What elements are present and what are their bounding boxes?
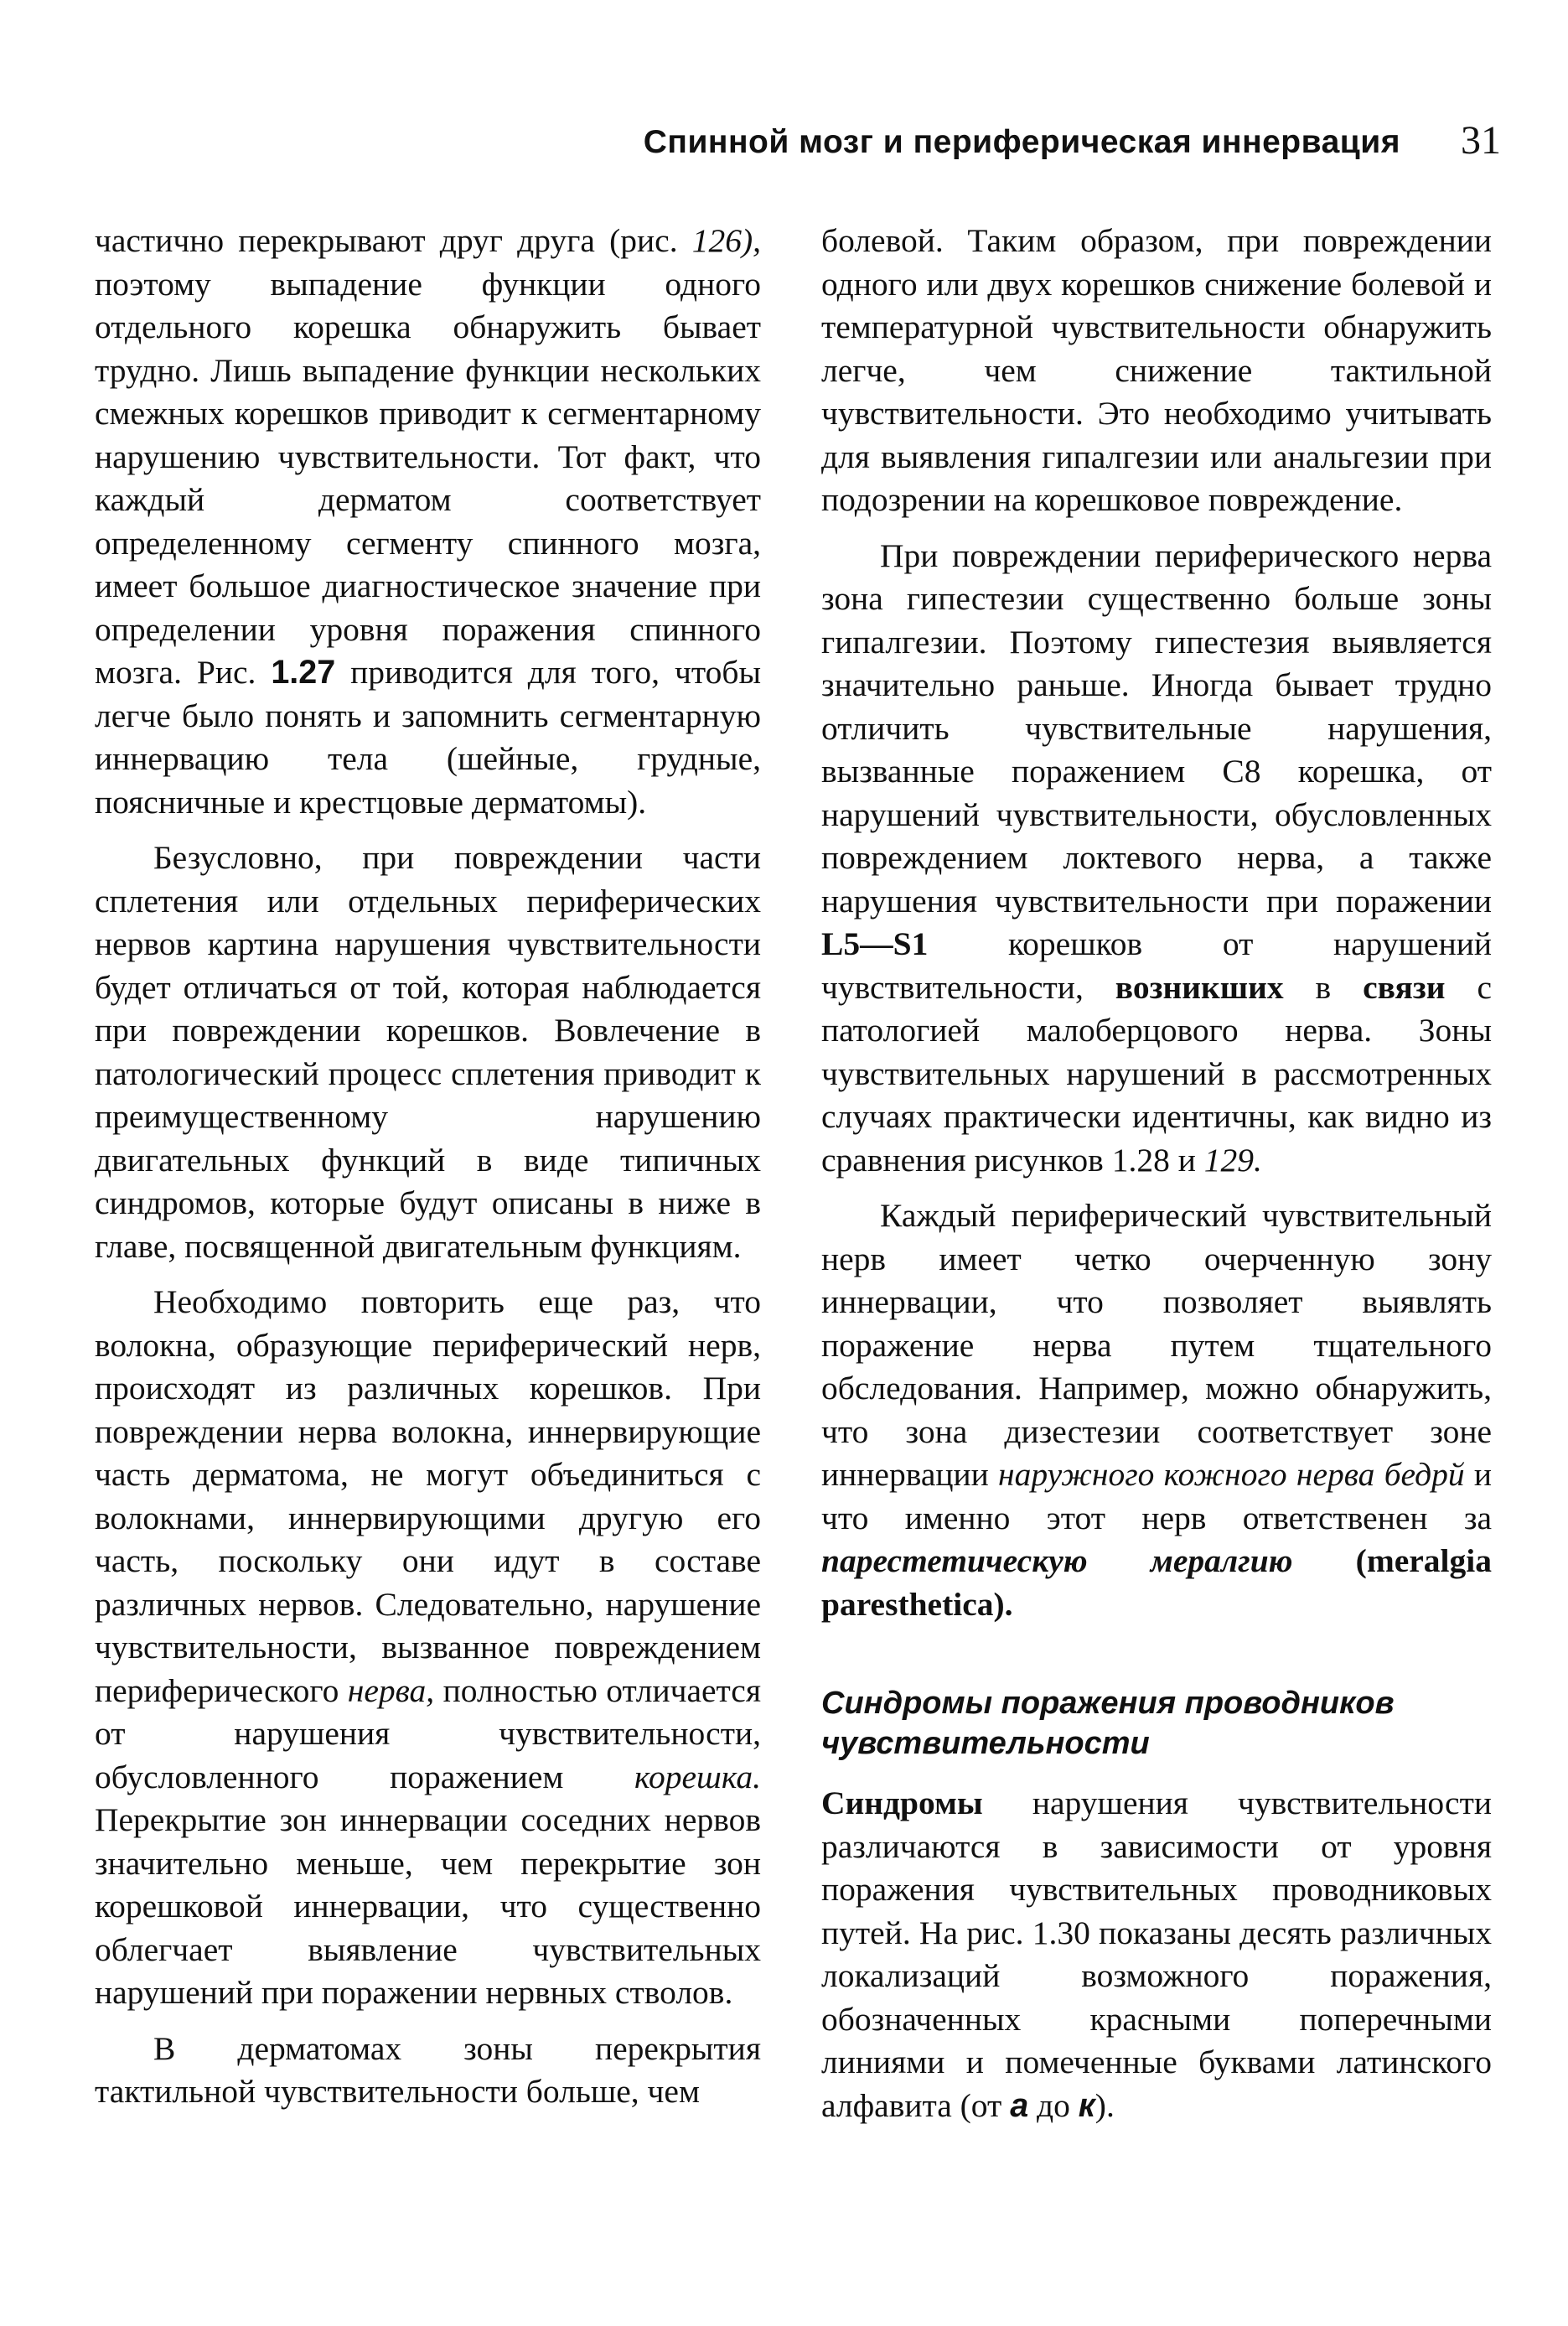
text-run: частично перекрывают друг друга (рис.	[95, 222, 692, 259]
paragraph: болевой. Таким образом, при повреждении одного или двух корешков снижение болевой и температурной чувствительности обнаружить легче, чем снижение тактильной чувствительности. Это необходимо учитывать для выявления гипалгезии или анальгезии при подозрении на корешковое повреждение.	[821, 222, 1492, 518]
emphasis: корешка.	[634, 1758, 761, 1795]
paragraph	[821, 1194, 1492, 1626]
figure-reference: 126),	[691, 222, 761, 259]
text-run: полностью отличается от нарушения чувствительности, обусловленного поражением	[95, 1671, 761, 1795]
emphasis: парестетическую мералгию	[821, 1542, 1293, 1579]
text-run: Необходимо повторить еще раз, что волокна, образующие периферический нерв, происходят из различных корешков. При повреждении нерва волокна, иннервирующие часть дерматома, не могут объединиться с волокнами, иннервирующими другую его часть, поскольку они идут в составе различных нервов. Следовательно, нарушение чувствительности, вызванное повреждением периферического	[95, 1283, 761, 1709]
left-column	[95, 220, 761, 2114]
text-run: поэтому выпадение функции одного отдельного корешка обнаружить бывает трудно. Лишь выпадение функции нескольких смежных корешков приводит к сегментарному нарушению чувствительности. Тот факт, что каждый дерматом соответствует определенному сегменту спинного мозга, имеет большое диагностическое значение при определении уровня поражения спинного мозга. Рис.	[95, 265, 761, 691]
term: L5—S1	[821, 925, 929, 962]
text-run: корешков от нарушений чувствительности,	[821, 925, 1492, 1006]
right-column	[821, 220, 1492, 2127]
term: (meralgia paresthetica).	[821, 1542, 1492, 1623]
text-run: ).	[1094, 2086, 1115, 2124]
emphasis: нерва,	[347, 1671, 435, 1709]
paragraph: Безусловно, при повреждении части сплетения или отдельных периферических нервов картина нарушения чувствительности будет отличаться от той, которая наблюдается при повреждении корешков. Вовлечение в патологический процесс сплетения приводит к преимущественному нарушению двигательных функций в виде типичных синдромов, которые будут описаны в ниже в главе, посвященной двигательным функциям.	[95, 839, 761, 1265]
text-run: в	[1283, 968, 1364, 1006]
figure-reference: 129.	[1203, 1141, 1262, 1179]
letter-label: а	[1010, 2086, 1029, 2124]
term: связи	[1363, 968, 1446, 1006]
figure-reference: 1.27	[271, 654, 336, 691]
lead-term: Синдромы	[821, 1785, 983, 1821]
text-run: Перекрытие зон иннервации соседних нервов значительно меньше, чем перекрытие зон корешковой иннервации, что существенно облегчает выявление чувствительных нарушений при поражении нервных стволов.	[95, 1801, 761, 2011]
text-run: нарушения чувствительности различаются в зависимости от уровня поражения чувствительных проводниковых путей. На рис. 1.30 показаны десять различных локализаций возможного поражения, обозначенных красными поперечными линиями и помеченные буквами латинского алфавита (от	[821, 1785, 1492, 2124]
text-run: Каждый периферический чувствительный нерв имеет четко очерченную зону иннервации, что позволяет выявлять поражение нерва путем тщательного обследования. Например, можно обнаружить, что зона дизестезии соответствует зоне иннервации	[821, 1197, 1492, 1493]
paragraph	[95, 220, 761, 824]
letter-label: к	[1078, 2086, 1095, 2124]
text-run: При повреждении периферического нерва зона гипестезии существенно больше зоны гипалгезии. Поэтому гипестезия выявляется значительно раньше. Иногда бывает трудно отличить чувствительные нарушения, вызванные поражением С8 корешка, от нарушений чувствительности, обусловленных повреждением локтевого нерва, а также нарушения чувствительности при поражении	[821, 536, 1492, 920]
page-header	[0, 117, 1568, 168]
running-title: Спинной мозг и периферическая иннервация	[643, 124, 1400, 160]
section-heading: Синдромы поражения проводников чувствительности	[821, 1686, 1395, 1761]
text-run: и что именно этот нерв ответственен за	[821, 1456, 1492, 1536]
text-run: приводится для того, чтобы легче было понять и запомнить сегментарную иннервацию тела (шейные, грудные, поясничные и крестцовые дерматомы).	[95, 654, 761, 821]
paragraph	[95, 1281, 761, 2015]
paragraph	[821, 535, 1492, 1183]
paragraph	[821, 1782, 1492, 2127]
term: возникших	[1115, 968, 1284, 1006]
text-run	[1293, 1542, 1356, 1579]
text-run: с патологией малоберцового нерва. Зоны чувствительных нарушений в рассмотренных случаях практически идентичны, как видно из сравнения рисунков 1.28 и	[821, 968, 1492, 1179]
page-number: 31	[1461, 118, 1501, 163]
paragraph: В дерматомах зоны перекрытия тактильной чувствительности больше, чем	[95, 2029, 761, 2110]
text-run: до	[1028, 2086, 1079, 2124]
emphasis: наружного кожного нерва бедрй	[998, 1456, 1465, 1493]
